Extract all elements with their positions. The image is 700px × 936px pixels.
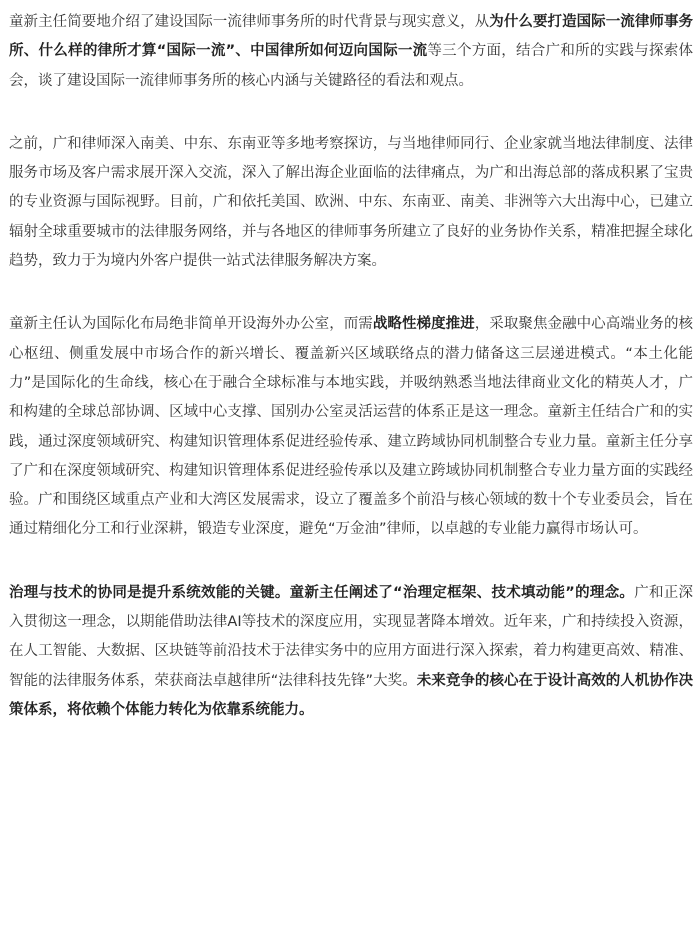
text-run: 之前，广和律师深入南美、中东、东南亚等多地考察探访，与当地律师同行、企业家就当地法律制度、法律服务市场及客户需求展开深入交流，深入了解出海企业面临的法律痛点，为广和出海总部的落成积累了宝贵的专业资源与国际视野。目前，广和依托美国、欧洲、中东、东南亚、南美、非洲等六大出海中心，已建立辐射全球重要城市的法律服务网络，并与各地区的律师事务所建立了良好的业务协作关系，精准把握全球化趋势，致力于为境内外客户提供一站式法律服务解决方案。 — [9, 135, 693, 270]
paragraph-overseas — [9, 130, 693, 276]
text-run: 童新主任认为国际化布局绝非简单开设海外办公室，而需 — [9, 316, 373, 333]
paragraph-strategy — [9, 310, 693, 544]
paragraph-governance — [9, 579, 693, 725]
bold-text-run: 为什么要打造国际一流律师事务所、什么样的律所才算“国际一流”、中国律所如何迈向国际一流 — [9, 14, 694, 60]
text-run: 童新主任简要地介绍了建设国际一流律师事务所的时代背景与现实意义，从 — [9, 14, 490, 30]
text-run: 等三个方面，结合广和所的实践与探索体会，谈了建设国际一流律师事务所的核心内涵与关键路径的看法和观点。 — [9, 43, 694, 89]
paragraph-intro — [9, 8, 693, 96]
text-run: 广和正深入贯彻这一理念，以期能借助法律AI等技术的深度应用，实现显著降本增效。近年来，广和持续投入资源，在人工智能、大数据、区块链等前沿技术于法律实务中的应用方面进行深入探索，着力构建更高效、精准、智能的法律服务体系，荣获商法卓越律所“法律科技先锋”大奖。 — [9, 584, 693, 689]
text-run: ，采取聚焦金融中心高端业务的核心枢纽、侧重发展中市场合作的新兴增长、覆盖新兴区域联络点的潜力储备这三层递进模式。“本土化能力”是国际化的生命线，核心在于融合全球标准与本地实践，并吸纳熟悉当地法律商业文化的精英人才，广和构建的全球总部协调、区域中心支撑、国别办公室灵活运营的体系正是这一理念。童新主任结合广和的实践，通过深度领域研究、构建知识管理体系促进经验传承、建立跨域协同机制整合专业力量。童新主任分享了广和在深度领域研究、构建知识管理体系促进经验传承以及建立跨域协同机制整合专业力量方面的实践经验。广和围绕区域重点产业和大湾区发展需求，设立了覆盖多个前沿与核心领域的数十个专业委员会，旨在通过精细化分工和行业深耕，锻造专业深度，避免“万金油”律师，以卓越的专业能力赢得市场认可。 — [9, 316, 694, 538]
bold-text-run: 治理与技术的协同是提升系统效能的关键。童新主任阐述了“治理定框架、技术填动能”的理念。 — [9, 584, 635, 601]
bold-text-run: 未来竞争的核心在于设计高效的人机协作决策体系，将依赖个体能力转化为依靠系统能力。 — [9, 672, 694, 718]
article-body — [9, 8, 693, 759]
bold-text-run: 战略性梯度推进 — [372, 316, 475, 333]
